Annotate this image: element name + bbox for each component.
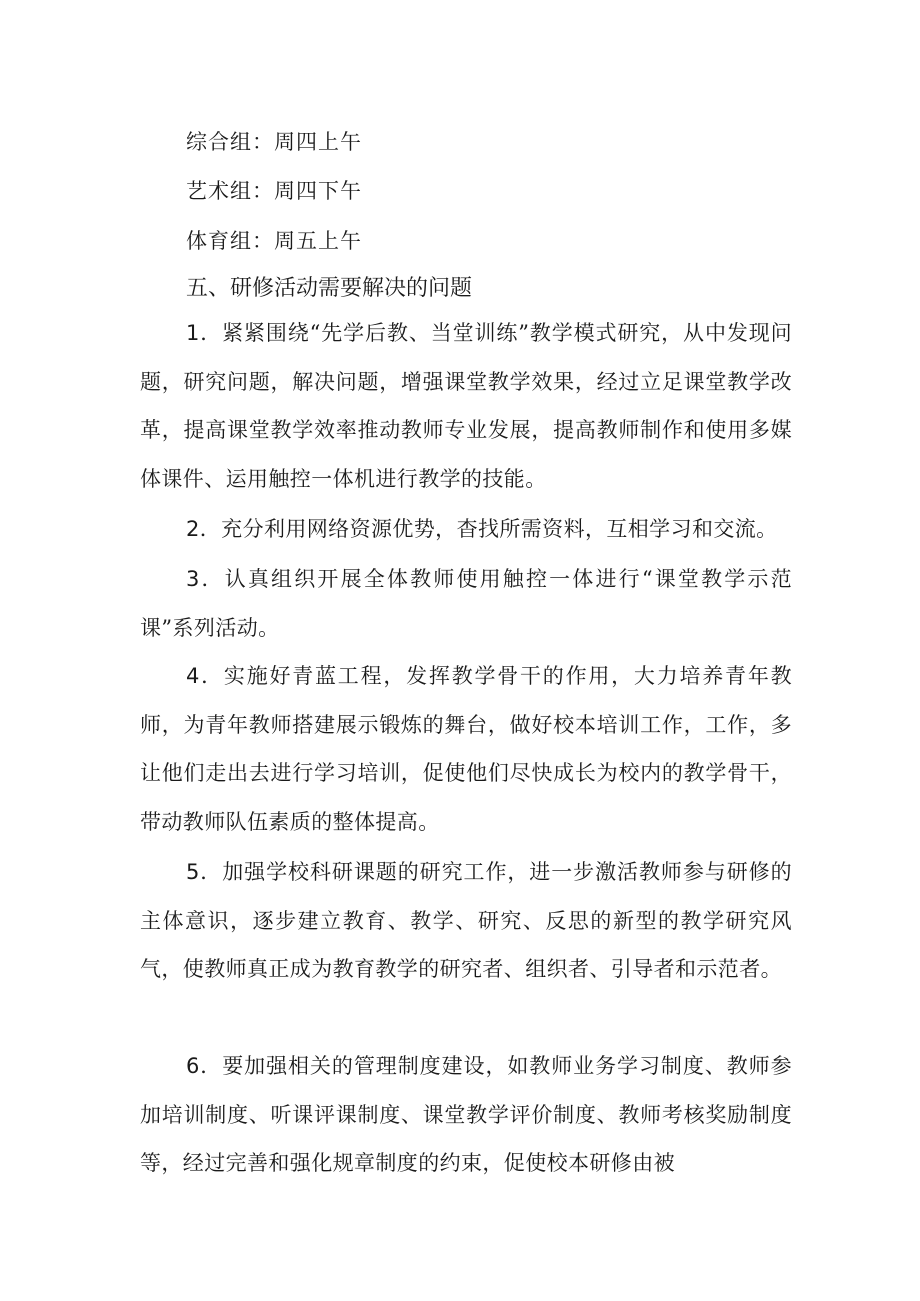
item-text: ．实施好青蓝工程，发挥教学骨干的作用，大力培养青年教师，为青年教师搭建展示锻炼的舞台，做好校本培训工作，工作，多让他们走出去进行学习培训，促使他们尽快成长为校内的教学骨干，带动教师队伍素质的整体提高。: [140, 664, 792, 834]
list-item-5: [140, 848, 792, 994]
list-item-3: [140, 555, 792, 652]
schedule-line-comprehensive: 综合组：周四上午: [186, 130, 362, 154]
item-text: ．认真组织开展全体教师使用触控一体进行“课堂教学示范课”系列活动。: [140, 567, 792, 640]
list-item-1: [140, 309, 792, 503]
item-text: ．加强学校科研课题的研究工作，进一步激活教师参与研修的主体意识，逐步建立教育、教学、研究、反思的新型的教学研究风气，使教师真正成为教育教学的研究者、组织者、引导者和示范者。: [140, 860, 792, 981]
item-text: ．紧紧围绕“先学后教、当堂训练”教学模式研究，从中发现问题，研究问题，解决问题，增强课堂教学效果，经过立足课堂教学改革，提高课堂教学效率推动教师专业发展，提高教师制作和使用多媒体课件、运用触控一体机进行教学的技能。: [140, 321, 792, 491]
list-item-4: [140, 652, 792, 846]
list-item-2: [140, 505, 792, 554]
schedule-line-art: 艺术组：周四下午: [186, 179, 362, 203]
item-number: 5: [186, 860, 200, 884]
item-number: 2: [186, 517, 200, 541]
item-text: ．要加强相关的管理制度建设，如教师业务学习制度、教师参加培训制度、听课评课制度、课堂教学评价制度、教师考核奖励制度等，经过完善和强化规章制度的约束，促使校本研修由被: [140, 1054, 792, 1175]
list-item-6: [140, 1042, 792, 1188]
item-text: ．充分利用网络资源优势，杳找所需资料，互相学习和交流。: [199, 517, 778, 541]
item-number: 6: [186, 1054, 200, 1078]
schedule-line-pe: 体育组：周五上午: [186, 229, 362, 253]
item-number: 4: [186, 664, 200, 688]
item-number: 3: [186, 567, 200, 591]
section-heading: 五、研修活动需要解决的问题: [186, 276, 473, 301]
item-number: 1: [186, 321, 200, 345]
